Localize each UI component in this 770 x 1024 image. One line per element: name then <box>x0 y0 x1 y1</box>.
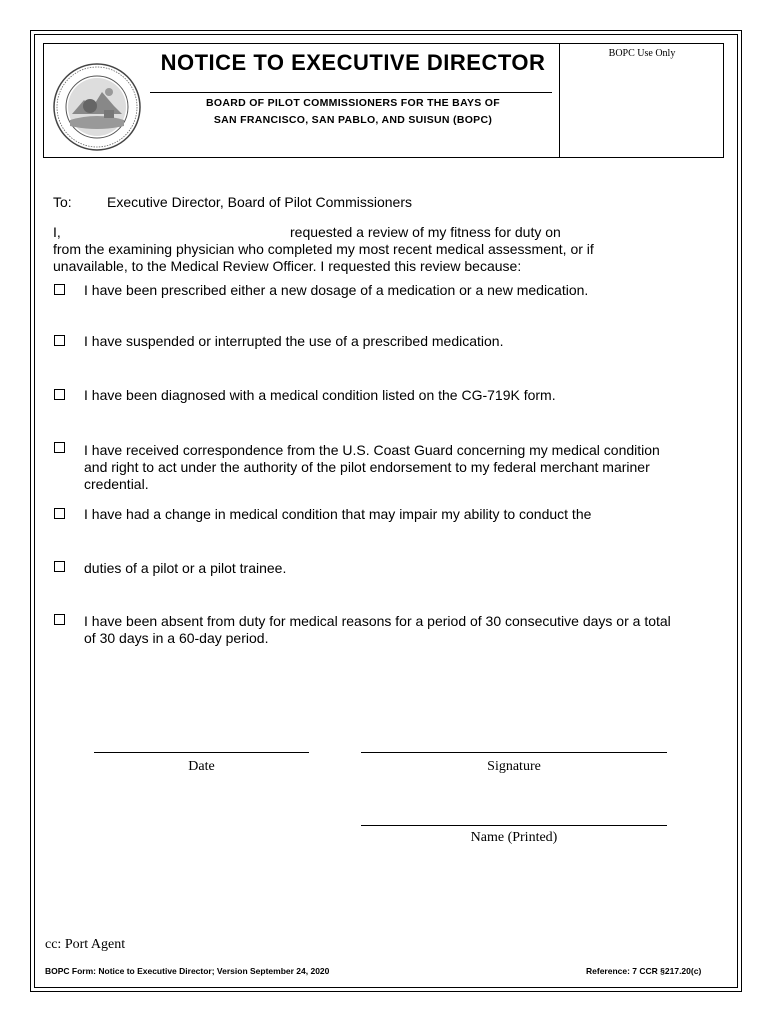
title-rule <box>150 92 552 93</box>
checkbox-label: I have been diagnosed with a medical condition listed on the CG-719K form. <box>84 387 556 403</box>
checkbox-coast-guard-correspondence[interactable] <box>54 442 65 453</box>
checkbox-label-cont: of 30 days in a 60-day period. <box>84 630 269 646</box>
header-divider <box>559 43 560 158</box>
checkbox-absent-from-duty[interactable] <box>54 614 65 625</box>
signature-label: Signature <box>487 759 541 774</box>
printed-name-label: Name (Printed) <box>470 830 558 845</box>
bopc-use-only-label: BOPC Use Only <box>608 48 676 59</box>
page-title: NOTICE TO EXECUTIVE DIRECTOR <box>160 50 546 75</box>
board-name-line1: BOARD OF PILOT COMMISSIONERS FOR THE BAYS OF <box>206 97 500 109</box>
checkbox-new-medication[interactable] <box>54 284 65 295</box>
checkbox-label: I have received correspondence from the U.S. Coast Guard concerning my medical condition <box>84 442 660 458</box>
checkbox-label: duties of a pilot or a pilot trainee. <box>84 560 287 576</box>
checkbox-label: I have suspended or interrupted the use of a prescribed medication. <box>84 333 504 349</box>
date-label: Date <box>188 759 215 774</box>
to-label: To: <box>53 194 72 210</box>
checkbox-label: I have had a change in medical condition that may impair my ability to conduct the <box>84 506 592 522</box>
body-line-2: from the examining physician who completed my most recent medical assessment, or if <box>53 241 594 257</box>
checkbox-pilot-duties[interactable] <box>54 561 65 572</box>
checkbox-change-condition[interactable] <box>54 508 65 519</box>
signature-line[interactable] <box>361 752 667 753</box>
requested-text: requested a review of my fitness for duty on <box>290 224 561 240</box>
cc-line: cc: Port Agent <box>45 937 126 952</box>
checkbox-label-cont: and right to act under the authority of the pilot endorsement to my federal merchant mariner <box>84 459 650 475</box>
to-value: Executive Director, Board of Pilot Commissioners <box>107 194 412 210</box>
checkbox-suspended-medication[interactable] <box>54 335 65 346</box>
checkbox-diagnosed-condition[interactable] <box>54 389 65 400</box>
checkbox-label: I have been absent from duty for medical reasons for a period of 30 consecutive days or a total <box>84 613 671 629</box>
state-seal-icon <box>52 62 142 152</box>
checkbox-label-cont: credential. <box>84 476 149 492</box>
printed-name-line[interactable] <box>361 825 667 826</box>
board-name-line2: SAN FRANCISCO, SAN PABLO, AND SUISUN (BOPC) <box>213 114 493 126</box>
body-line-3: unavailable, to the Medical Review Officer. I requested this review because: <box>53 258 522 274</box>
checkbox-label: I have been prescribed either a new dosage of a medication or a new medication. <box>84 282 589 298</box>
footer-reference: Reference: 7 CCR §217.20(c) <box>586 966 702 976</box>
i-label: I, <box>53 224 61 240</box>
date-line[interactable] <box>94 752 309 753</box>
footer-form-version: BOPC Form: Notice to Executive Director; Version September 24, 2020 <box>45 966 330 976</box>
